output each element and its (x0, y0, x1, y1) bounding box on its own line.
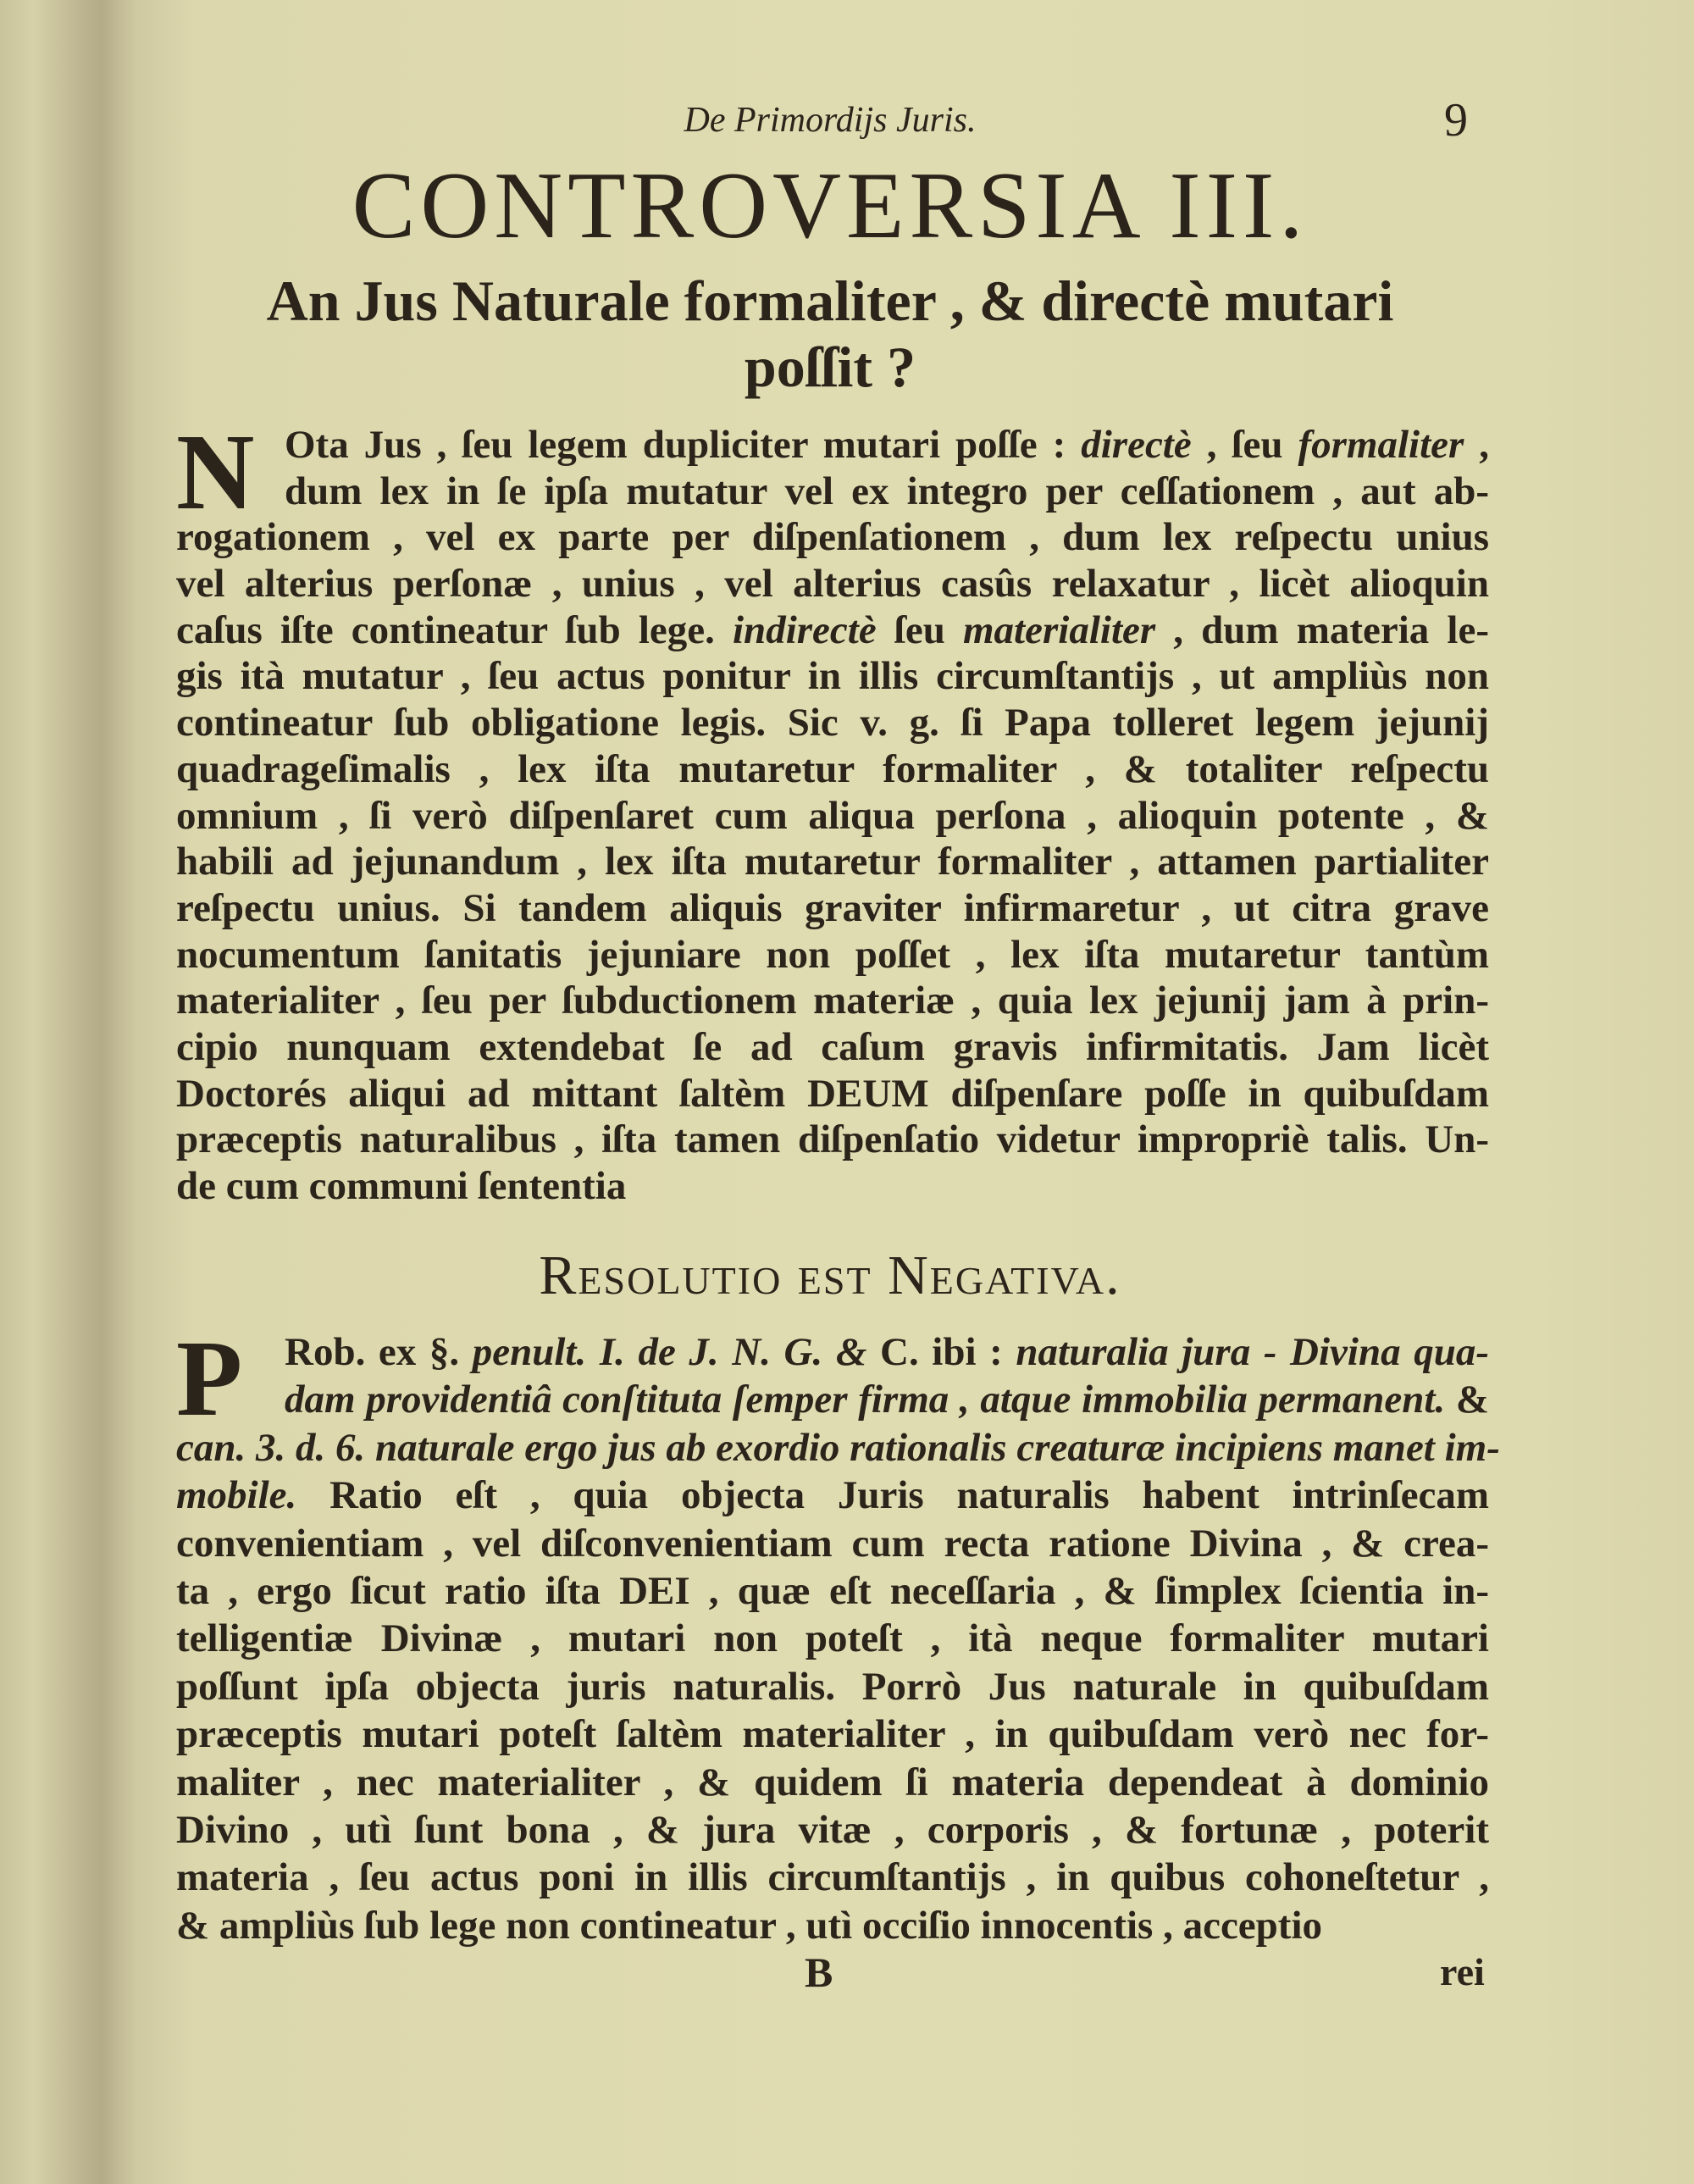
text-segment: C. ibi : (866, 1330, 1016, 1374)
text-segment: poſſunt ipſa objecta juris naturalis. Porrò Jus naturale in quibuſdam (176, 1664, 1489, 1709)
text-segment: caſus iſte contineatur ſub lege. (176, 607, 733, 652)
italic-text: naturalia jura - Divina qua- (1016, 1330, 1489, 1374)
text-line (176, 700, 1489, 746)
drop-cap: N (176, 412, 255, 532)
text-line (176, 1759, 1489, 1806)
text-line (176, 1710, 1489, 1758)
italic-text: indirectè (733, 607, 877, 652)
text-segment: convenientiam , vel diſconvenientiam cum recta ratione Divina , & crea- (176, 1521, 1489, 1566)
text-line (176, 1071, 1489, 1117)
text-segment: præceptis naturalibus , iſta tamen diſpenſatio videtur impropriè talis. Un- (176, 1117, 1489, 1162)
chapter-title: CONTROVERSIA III. (352, 153, 1309, 258)
text-segment: de cum communi ſententia (176, 1164, 627, 1208)
text-segment: telligentiæ Divinæ , mutari non poteſt , ità neque formaliter mutari (176, 1616, 1489, 1661)
paragraph-1 (176, 412, 1490, 1210)
text-line (176, 1163, 1489, 1210)
italic-text: formaliter (1298, 423, 1464, 467)
text-segment: Divino , utì ſunt bona , & jura vitæ , corporis , & fortunæ , poterit (176, 1807, 1489, 1852)
italic-text: penult. I. de J. N. G. & (472, 1330, 867, 1374)
text-line (176, 932, 1489, 978)
text-segment: quadrageſimalis , lex iſta mutaretur formaliter , & totaliter reſpectu (176, 746, 1489, 791)
text-segment: Doctorés aliqui ad mittant ſaltèm DEUM diſpenſare poſſe in quibuſdam (176, 1071, 1489, 1116)
text-line (285, 1328, 1489, 1376)
paragraph-2 (176, 1318, 1500, 1949)
text-segment: contineatur ſub obligatione legis. Sic v. g. ſi Papa tolleret legem jejunij (176, 701, 1489, 746)
text-segment: , ſeu (1191, 423, 1298, 467)
question-line-1: An Jus Naturale formaliter , & directè mutari (266, 269, 1394, 333)
text-line (176, 561, 1489, 607)
section-heading: Resolutio est Negativa. (539, 1244, 1121, 1306)
text-line (285, 1376, 1489, 1423)
text-segment: gis ità mutatur , ſeu actus ponitur in illis circumſtantijs , ut ampliùs non (176, 654, 1489, 699)
text-segment: præceptis mutari poteſt ſaltèm materialiter , in quibuſdam verò nec for- (176, 1712, 1489, 1757)
italic-text: directè (1081, 423, 1192, 467)
text-line (176, 1117, 1489, 1163)
text-segment: & (1445, 1377, 1490, 1422)
text-segment: nocumentum ſanitatis jejuniare non poſſet , lex iſta mutaretur tantùm (176, 932, 1489, 977)
text-segment: reſpectu unius. Si tandem aliquis graviter infirmaretur , ut citra grave (176, 885, 1489, 930)
text-line (176, 1854, 1489, 1901)
text-line (176, 1424, 1500, 1472)
text-segment: vel alterius perſonæ , unius , vel alterius casûs relaxatur , licèt alioquin (176, 562, 1489, 607)
text-line (176, 514, 1489, 561)
drop-cap: P (176, 1318, 243, 1438)
text-segment: dum lex in ſe ipſa mutatur vel ex integro per ceſſationem , aut ab- (285, 468, 1489, 513)
text-line (176, 1615, 1489, 1662)
question-line-2: poſſit ? (744, 335, 916, 399)
text-segment: materialiter , ſeu per ſubductionem materiæ , quia lex jejunij jam à prin- (176, 978, 1489, 1023)
text-segment: , dum materia le- (1155, 607, 1489, 652)
text-line (176, 653, 1489, 700)
catchword: rei (1440, 1950, 1485, 1993)
text-segment: ſeu (876, 607, 963, 652)
text-line (176, 746, 1489, 793)
text-line (285, 422, 1489, 468)
text-line (176, 793, 1489, 840)
text-line (176, 1806, 1489, 1854)
text-segment: materia , ſeu actus poni in illis circumſtantijs , in quibus cohoneſtetur , (176, 1855, 1489, 1900)
italic-text: materialiter (963, 607, 1156, 652)
text-line (176, 1520, 1489, 1567)
text-line (176, 1902, 1489, 1949)
text-line (285, 468, 1489, 515)
text-segment: omnium , ſi verò diſpenſaret cum aliqua perſona , alioquin potente , & (176, 793, 1489, 838)
text-segment: Ota Jus , ſeu legem dupliciter mutari poſſe : (285, 423, 1082, 467)
text-segment: habili ad jejunandum , lex iſta mutaretur formaliter , attamen partialiter (176, 840, 1489, 884)
text-line (176, 607, 1489, 654)
text-line (176, 839, 1489, 885)
italic-text: dam providentiâ conſtituta ſemper firma , atque immobilia permanent. (285, 1377, 1446, 1422)
text-line (176, 1567, 1489, 1615)
page-number: 9 (1444, 94, 1468, 147)
text-segment: , (1464, 423, 1490, 467)
text-segment: maliter , nec materialiter , & quidem ſi materia dependeat à dominio (176, 1760, 1489, 1804)
italic-text: can. 3. d. 6. naturale ergo jus ab exordio rationalis creaturæ incipiens manet im- (176, 1425, 1500, 1470)
text-segment: cipio nunquam extendebat ſe ad caſum gravis infirmitatis. Jam licèt (176, 1024, 1489, 1069)
text-line (176, 978, 1489, 1024)
text-line (176, 885, 1489, 932)
text-segment: Ratio eſt , quia objecta Juris naturalis habent intrinſecam (296, 1473, 1489, 1518)
running-head: De Primordijs Juris. (684, 101, 977, 140)
text-line (176, 1024, 1489, 1071)
text-segment: ta , ergo ſicut ratio iſta DEI , quæ eſt neceſſaria , & ſimplex ſcientia in- (176, 1568, 1489, 1613)
text-segment: rogationem , vel ex parte per diſpenſationem , dum lex reſpectu unius (176, 515, 1489, 560)
text-segment: Rob. ex §. (285, 1330, 473, 1374)
text-segment: & ampliùs ſub lege non contineatur , utì occiſio innocentis , acceptio (176, 1903, 1323, 1948)
signature-mark: B (805, 1948, 833, 1996)
text-line (176, 1663, 1489, 1710)
text-line (176, 1472, 1489, 1519)
italic-text: mobile. (176, 1473, 297, 1518)
